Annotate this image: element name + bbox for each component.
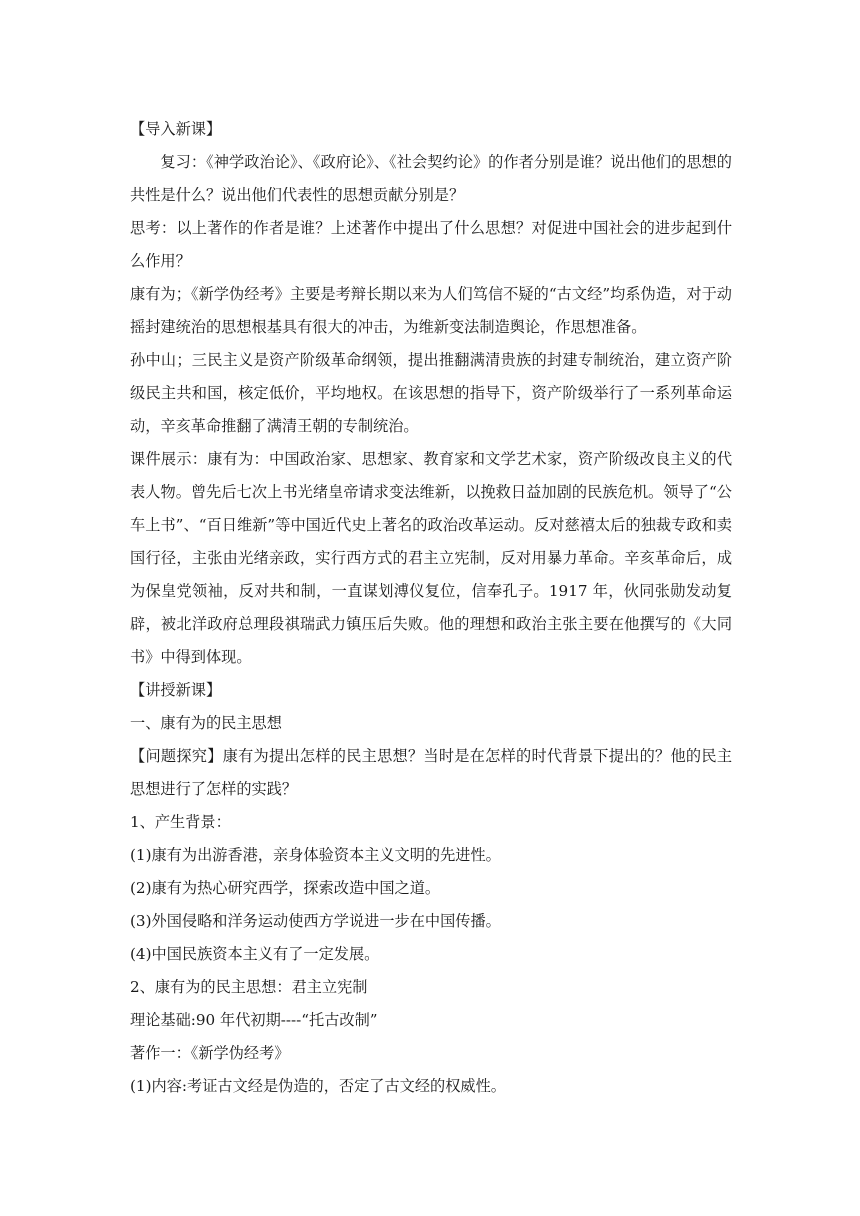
section-heading-intro: 【导入新课】 <box>130 120 222 138</box>
document-body <box>130 113 732 1103</box>
list-item: (1)康有为出游香港，亲身体验资本主义文明的先进性。 <box>130 846 501 864</box>
list-item: (2)康有为热心研究西学，探索改造中国之道。 <box>130 879 441 897</box>
sun-yatsen-paragraph: 孙中山；三民主义是资产阶级革命纲领，提出推翻满清贵族的封建专制统治，建立资产阶级民主共和国，核定低价，平均地权。在该思想的指导下，资产阶级举行了一系列革命运动，辛亥革命推翻了满清王朝的专制统治。 <box>130 351 732 435</box>
inquiry-paragraph: 【问题探究】康有为提出怎样的民主思想？当时是在怎样的时代背景下提出的？他的民主思想进行了怎样的实践？ <box>130 747 732 798</box>
work-one-content: (1)内容:考证古文经是伪造的，否定了古文经的权威性。 <box>130 1077 506 1095</box>
think-paragraph: 思考：以上著作的作者是谁？上述著作中提出了什么思想？对促进中国社会的进步起到什么作用？ <box>130 219 732 270</box>
kang-youwei-paragraph: 康有为；《新学伪经考》主要是考辩长期以来为人们笃信不疑的“古文经”均系伪造，对于动摇封建统治的思想根基具有很大的冲击，为维新变法制造舆论，作思想准备。 <box>130 285 732 336</box>
democracy-thought-heading: 2、康有为的民主思想：君主立宪制 <box>130 978 368 996</box>
subsection-heading: 一、康有为的民主思想 <box>130 714 282 732</box>
list-item: (4)中国民族资本主义有了一定发展。 <box>130 945 380 963</box>
review-paragraph: 复习：《神学政治论》、《政府论》、《社会契约论》的作者分别是谁？说出他们的思想的共性是什么？说出他们代表性的思想贡献分别是？ <box>130 153 732 204</box>
courseware-paragraph: 课件展示：康有为：中国政治家、思想家、教育家和文学艺术家，资产阶级改良主义的代表人物。曾先后七次上书光绪皇帝请求变法维新，以挽救日益加剧的民族危机。领导了“公车上书”、“百日维新”等中国近代史上著名的政治改革运动。反对慈禧太后的独裁专政和卖国行径，主张由光绪亲政，实行西方式的君主立宪制，反对用暴力革命。辛亥革命后，成为保皇党领袖，反对共和制，一直谋划溥仪复位，信奉孔子。1917 年，伙同张勋发动复辟，被北洋政府总理段祺瑞武力镇压后失败。他的理想和政治主张主要在他撰写的《大同书》中得到体现。 <box>130 450 732 666</box>
section-heading-lecture: 【讲授新课】 <box>130 681 222 699</box>
list-item: (3)外国侵略和洋务运动使西方学说进一步在中国传播。 <box>130 912 501 930</box>
work-one-line: 著作一：《新学伪经考》 <box>130 1044 290 1062</box>
background-heading: 1、产生背景： <box>130 813 231 831</box>
theory-basis-line: 理论基础:90 年代初期----“托古改制” <box>130 1011 378 1029</box>
